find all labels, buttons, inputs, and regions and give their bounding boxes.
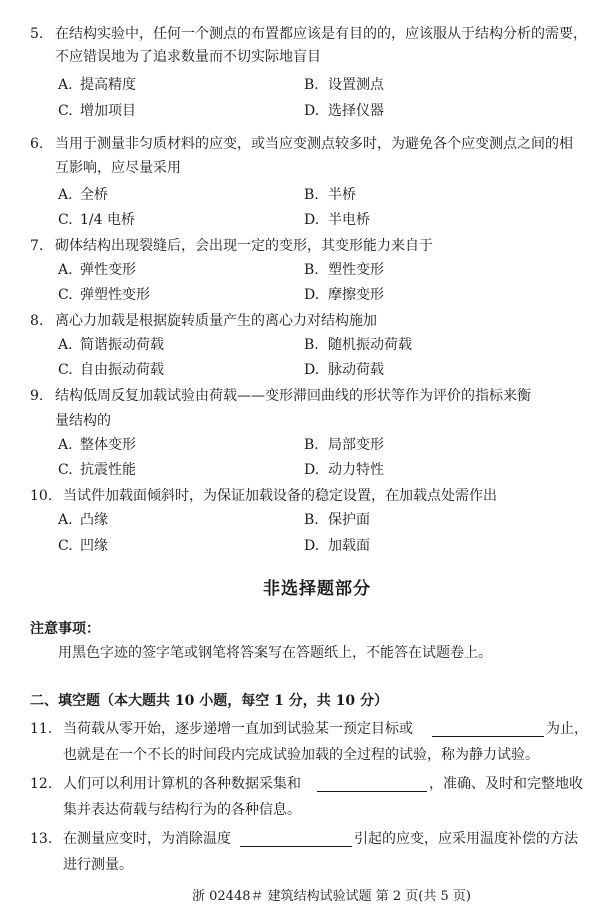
option-text: 摩擦变形 <box>328 287 384 303</box>
section-title: 非选择题部分 <box>263 579 371 599</box>
option-text: 半电桥 <box>328 212 370 228</box>
option-text: 抗震性能 <box>80 462 136 478</box>
option-text: 整体变形 <box>80 437 136 453</box>
option-text: 选择仪器 <box>328 103 384 119</box>
question-number: 6. <box>30 136 44 152</box>
question-text: 进行测量。 <box>63 857 133 873</box>
option-text: 塑性变形 <box>328 262 384 278</box>
option-text: 增加项目 <box>80 103 136 119</box>
option-text: 动力特性 <box>328 462 384 478</box>
option-text: 1/4 电桥 <box>80 212 135 228</box>
option-label: B. <box>304 437 319 453</box>
option-label: D. <box>304 212 320 228</box>
option-label: D. <box>304 287 320 303</box>
option-text: 弹塑性变形 <box>80 287 150 303</box>
answer-blank[interactable] <box>240 829 352 847</box>
option-label: D. <box>304 462 320 478</box>
question-text: 离心力加载是根据旋转质量产生的离心力对结构施加 <box>55 313 377 329</box>
option-text: 局部变形 <box>328 437 384 453</box>
option-text: 加载面 <box>328 538 370 554</box>
option-label: A. <box>58 437 73 453</box>
option-text: 设置测点 <box>328 77 384 93</box>
option-label: B. <box>304 187 319 203</box>
option-label: B. <box>304 512 319 528</box>
answer-blank[interactable] <box>317 774 427 792</box>
question-text: 砌体结构出现裂缝后，会出现一定的变形，其变形能力来自于 <box>55 238 433 254</box>
option-text: 提高精度 <box>80 77 136 93</box>
option-text: 保护面 <box>328 512 370 528</box>
question-number: 5. <box>30 26 44 42</box>
option-label: A. <box>58 262 73 278</box>
question-text: 结构低周反复加载试验由荷载——变形滞回曲线的形状等作为评价的指标来衡 <box>55 388 531 404</box>
option-label: D. <box>304 103 320 119</box>
question-text: 当用于测量非匀质材料的应变，或当应变测点较多时，为避免各个应变测点之间的相 <box>55 136 573 152</box>
question-text: 在测量应变时，为消除温度 <box>63 831 231 847</box>
option-label: B. <box>304 262 319 278</box>
option-label: D. <box>304 538 320 554</box>
option-label: C. <box>58 538 73 554</box>
question-text: ，准确、及时和完整地收 <box>429 776 583 792</box>
option-text: 随机振动荷载 <box>328 337 412 353</box>
question-text: 引起的应变，应采用温度补偿的方法 <box>354 831 578 847</box>
notice-title: 注意事项： <box>30 621 100 637</box>
question-text: 人们可以利用计算机的各种数据采集和 <box>63 776 301 792</box>
option-text: 凸缘 <box>80 512 108 528</box>
question-number: 13. <box>30 831 53 847</box>
question-text: 当试件加载面倾斜时，为保证加载设备的稳定设置，在加载点处需作出 <box>63 488 497 504</box>
option-text: 全桥 <box>80 187 108 203</box>
option-text: 自由振动荷载 <box>80 362 164 378</box>
question-text: 集并表达荷载与结构行为的各种信息。 <box>63 802 301 818</box>
question-text: 为止， <box>546 721 588 737</box>
question-text: 当荷载从零开始，逐步递增一直加到试验某一预定目标或 <box>63 721 413 737</box>
question-number: 10. <box>30 488 53 504</box>
option-text: 简谐振动荷载 <box>80 337 164 353</box>
option-label: C. <box>58 287 73 303</box>
question-text: 量结构的 <box>55 413 111 429</box>
option-text: 凹缘 <box>80 538 108 554</box>
question-number: 11. <box>30 721 53 737</box>
option-text: 脉动荷载 <box>328 362 384 378</box>
question-text: 在结构实验中，任何一个测点的布置都应该是有目的的，应该服从于结构分析的需要， <box>55 26 587 42</box>
question-text: 不应错误地为了追求数量而不切实际地盲目 <box>55 49 321 65</box>
option-label: B. <box>304 77 319 93</box>
question-number: 7. <box>30 238 44 254</box>
answer-blank[interactable] <box>432 719 544 737</box>
option-text: 弹性变形 <box>80 262 136 278</box>
question-text: 也就是在一个不长的时间段内完成试验加载的全过程的试验，称为静力试验。 <box>63 747 539 763</box>
page-footer: 浙 02448＃ 建筑结构试验试题 第 2 页(共 5 页) <box>192 889 471 904</box>
notice-text: 用黑色字迹的签字笔或钢笔将答案写在答题纸上，不能答在试题卷上。 <box>58 645 492 661</box>
option-text: 半桥 <box>328 187 356 203</box>
question-number: 12. <box>30 776 53 792</box>
option-label: C. <box>58 212 73 228</box>
question-text: 互影响，应尽量采用 <box>55 160 181 176</box>
question-number: 8. <box>30 313 44 329</box>
option-label: A. <box>58 187 73 203</box>
option-label: C. <box>58 362 73 378</box>
option-label: B. <box>304 337 319 353</box>
option-label: C. <box>58 462 73 478</box>
option-label: C. <box>58 103 73 119</box>
part-title: 二、填空题（本大题共 10 小题，每空 1 分，共 10 分） <box>30 693 388 709</box>
option-label: A. <box>58 77 73 93</box>
question-number: 9. <box>30 388 44 404</box>
option-label: D. <box>304 362 320 378</box>
option-label: A. <box>58 512 73 528</box>
option-label: A. <box>58 337 73 353</box>
